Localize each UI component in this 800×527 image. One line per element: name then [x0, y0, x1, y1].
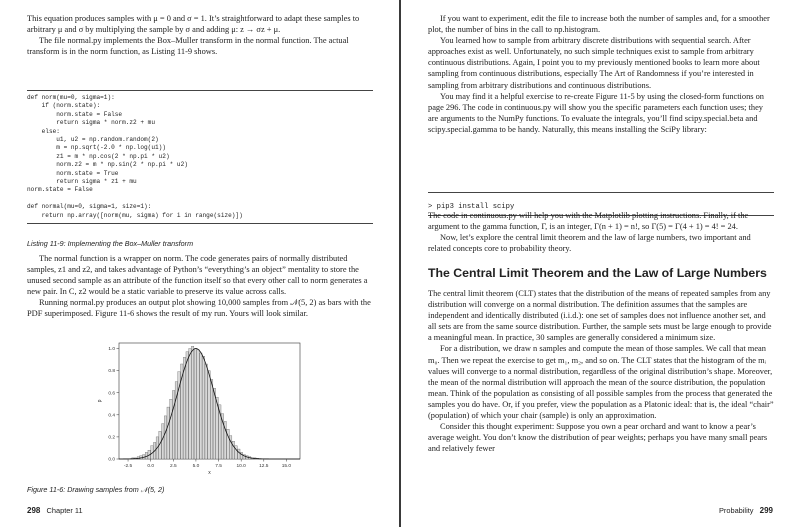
y-tick-label: 0.4 — [108, 413, 115, 419]
code-block: def norm(mu=0, sigma=1): if (norm.state): norm.state = False return sigma * norm.z2 + mu else: u1, u2 = np.random.random(2) m = np.sqrt(-2.0 * np.log(u1)) z1 = m * np.cos(2 * np.pi * u2) norm.z2 = m * np.sin(2 * np.pi * u2) norm.state = True return sigma * z1 + mu norm.state = False def normal(mu=0, sigma=1, size=1): return np.array([norm(mu, sigma) for i in range(size)]) — [27, 94, 243, 219]
paragraph: Now, let’s explore the central limit theorem and the law of large numbers, two important and related concepts core to probability theory. — [428, 233, 751, 254]
figure-caption: Figure 11-6: Drawing samples from 𝒩(5, 2) — [27, 485, 165, 494]
histogram-bar — [194, 349, 196, 459]
left-text-middle — [27, 253, 373, 320]
histogram-bar — [186, 352, 188, 459]
histogram-bar — [205, 364, 207, 459]
histogram-bar — [191, 346, 193, 459]
right-page — [401, 0, 800, 527]
section-heading: The Central Limit Theorem and the Law of Large Numbers — [428, 266, 767, 280]
x-tick-label: 5.0 — [192, 464, 200, 469]
left-text-top — [27, 13, 373, 57]
histogram-bar — [167, 407, 169, 459]
chapter-label: Probability — [718, 506, 754, 515]
x-tick-label: -2.5 — [123, 464, 133, 469]
y-tick-label: 0.8 — [108, 369, 115, 375]
paragraph: The file normal.py implements the Box–Muller transform in the normal function. The actual transform is in the norm function, as Listing 11-9 shows. — [27, 36, 349, 57]
paragraph: You learned how to sample from arbitrary discrete distributions with sequential search. After approaches exist as well. Unfortunately, no such simple techniques exist to sample from arbitrary continuous distributions. Again, I point you to my previously mentioned books to learn more about sampling from continuous distributions, especially The Art of Randomness if you’re interested in sampling from arbitrary distributions and continuous distributions. — [428, 36, 760, 90]
x-tick-label: 12.5 — [259, 464, 269, 469]
paragraph: The code in continuous.py will help you with the Matplotlib plotting instructions. Finally, if the argument to the gamma function, Γ, is an integer, Γ(n + 1) = n!, so Γ(5) = Γ(4 + 1) = 4! = 24. — [428, 211, 749, 232]
histogram-chart — [95, 337, 305, 477]
x-tick-label: 2.5 — [169, 464, 177, 469]
left-page — [0, 0, 399, 527]
x-tick-label: 10.0 — [236, 464, 246, 469]
y-tick-label: 0.0 — [108, 457, 115, 463]
paragraph: This equation produces samples with μ = 0 and σ = 1. It’s straightforward to adapt these samples to arbitrary μ and σ by multiplying the sample by σ and adding μ: z → σz + μ. — [27, 14, 360, 35]
histogram-bar — [197, 350, 199, 459]
right-text-middle — [428, 210, 774, 254]
paragraph: Running normal.py produces an output plot showing 10,000 samples from 𝒩(5, 2) as bars with the PDF superimposed. Figure 11-6 shows the result of my run. Yours will look similar. — [27, 298, 371, 319]
histogram-bar — [189, 349, 191, 459]
y-tick-label: 1.0 — [108, 347, 115, 353]
left-folio — [27, 506, 83, 515]
chapter-label: Chapter 11 — [46, 506, 83, 515]
histogram-bar — [208, 371, 210, 459]
histogram-bar — [202, 356, 204, 459]
histogram-bar — [213, 388, 215, 459]
command-line: > pip3 install scipy — [428, 203, 515, 211]
listing-caption: Listing 11-9: Implementing the Box–Muller transform — [27, 239, 194, 248]
histogram-bar — [200, 353, 202, 459]
paragraph: For a distribution, we draw n samples and compute the mean of those samples. We call that mean m₀. Then we repeat the exercise to get m₁, m₂, and so on. The CLT states that the histogram of the mᵢ values will converge to a normal distribution, regardless of the original distribution’s shape. Moreover, the mean of the normal distribution will approach the mean of the source distribution, the population mean. Think of the population as consisting of all possible samples from the process that generated the samples you do have. Or, if you prefer, view the population as a Platonic ideal: that is, the ideal “chair” (population) of which your chair (sample) is only an approximation. — [428, 344, 774, 421]
histogram-bar — [164, 416, 166, 459]
histogram-bar — [210, 379, 212, 459]
histogram-bar — [235, 446, 237, 459]
x-tick-label: 7.5 — [215, 464, 222, 469]
right-text-top — [428, 13, 774, 135]
paragraph: If you want to experiment, edit the file to increase both the number of samples and, for a smoother plot, the number of bins in the call to np.histogram. — [428, 14, 770, 35]
histogram-bar — [162, 424, 164, 459]
paragraph: The central limit theorem (CLT) states that the distribution of the means of repeated samples from any distribution will converge on a normal distribution. The definition assumes that the samples are independent and identically distributed (i.i.d.): one set of samples does not influence another set, and all sets are from the same source distribution. Further, the sample sets must be large enough to provide a meaningful mean. In practice, 30 samples are generally considered a minimum size. — [428, 289, 772, 343]
y-tick-label: 0.6 — [108, 391, 115, 397]
paragraph: You may find it a helpful exercise to re-create Figure 11-5 by using the closed-form functions on page 296. The code in continuous.py will show you the specific parameters each function uses; they are arguments to the NumPy functions. To evaluate the integrals, you’ll find scipy.special.beta and scipy.special.gamma to be handy. Naturally, this means installing the SciPy library: — [428, 91, 764, 134]
histogram-bar — [172, 391, 174, 459]
right-text-bottom — [428, 288, 774, 454]
code-listing — [27, 90, 373, 224]
histogram-bar — [238, 449, 240, 459]
histogram-bar — [170, 399, 172, 459]
x-axis-label: x — [208, 470, 211, 476]
y-axis-label: p — [97, 399, 103, 403]
page-number: 299 — [759, 506, 773, 515]
paragraph: Consider this thought experiment: Suppose you own a pear orchard and want to know a pear’s average weight. You don’t know the distribution of pear weights; perhaps you have many small pears and relatively fewer — [428, 422, 768, 454]
x-tick-label: 0.0 — [147, 464, 155, 469]
x-tick-label: 15.0 — [281, 464, 292, 469]
right-folio — [719, 506, 773, 515]
paragraph: The normal function is a wrapper on norm. The code generates pairs of normally distributed samples, z1 and z2, and takes advantage of Python’s “everything’s an object” mentality to store the unused second sample as an attribute of the function itself so that every other call to norm generates a new pair. In C, z2 would be a static variable to preserve its value across calls. — [27, 254, 368, 297]
page-number: 298 — [27, 506, 41, 515]
y-tick-label: 0.2 — [108, 435, 115, 441]
